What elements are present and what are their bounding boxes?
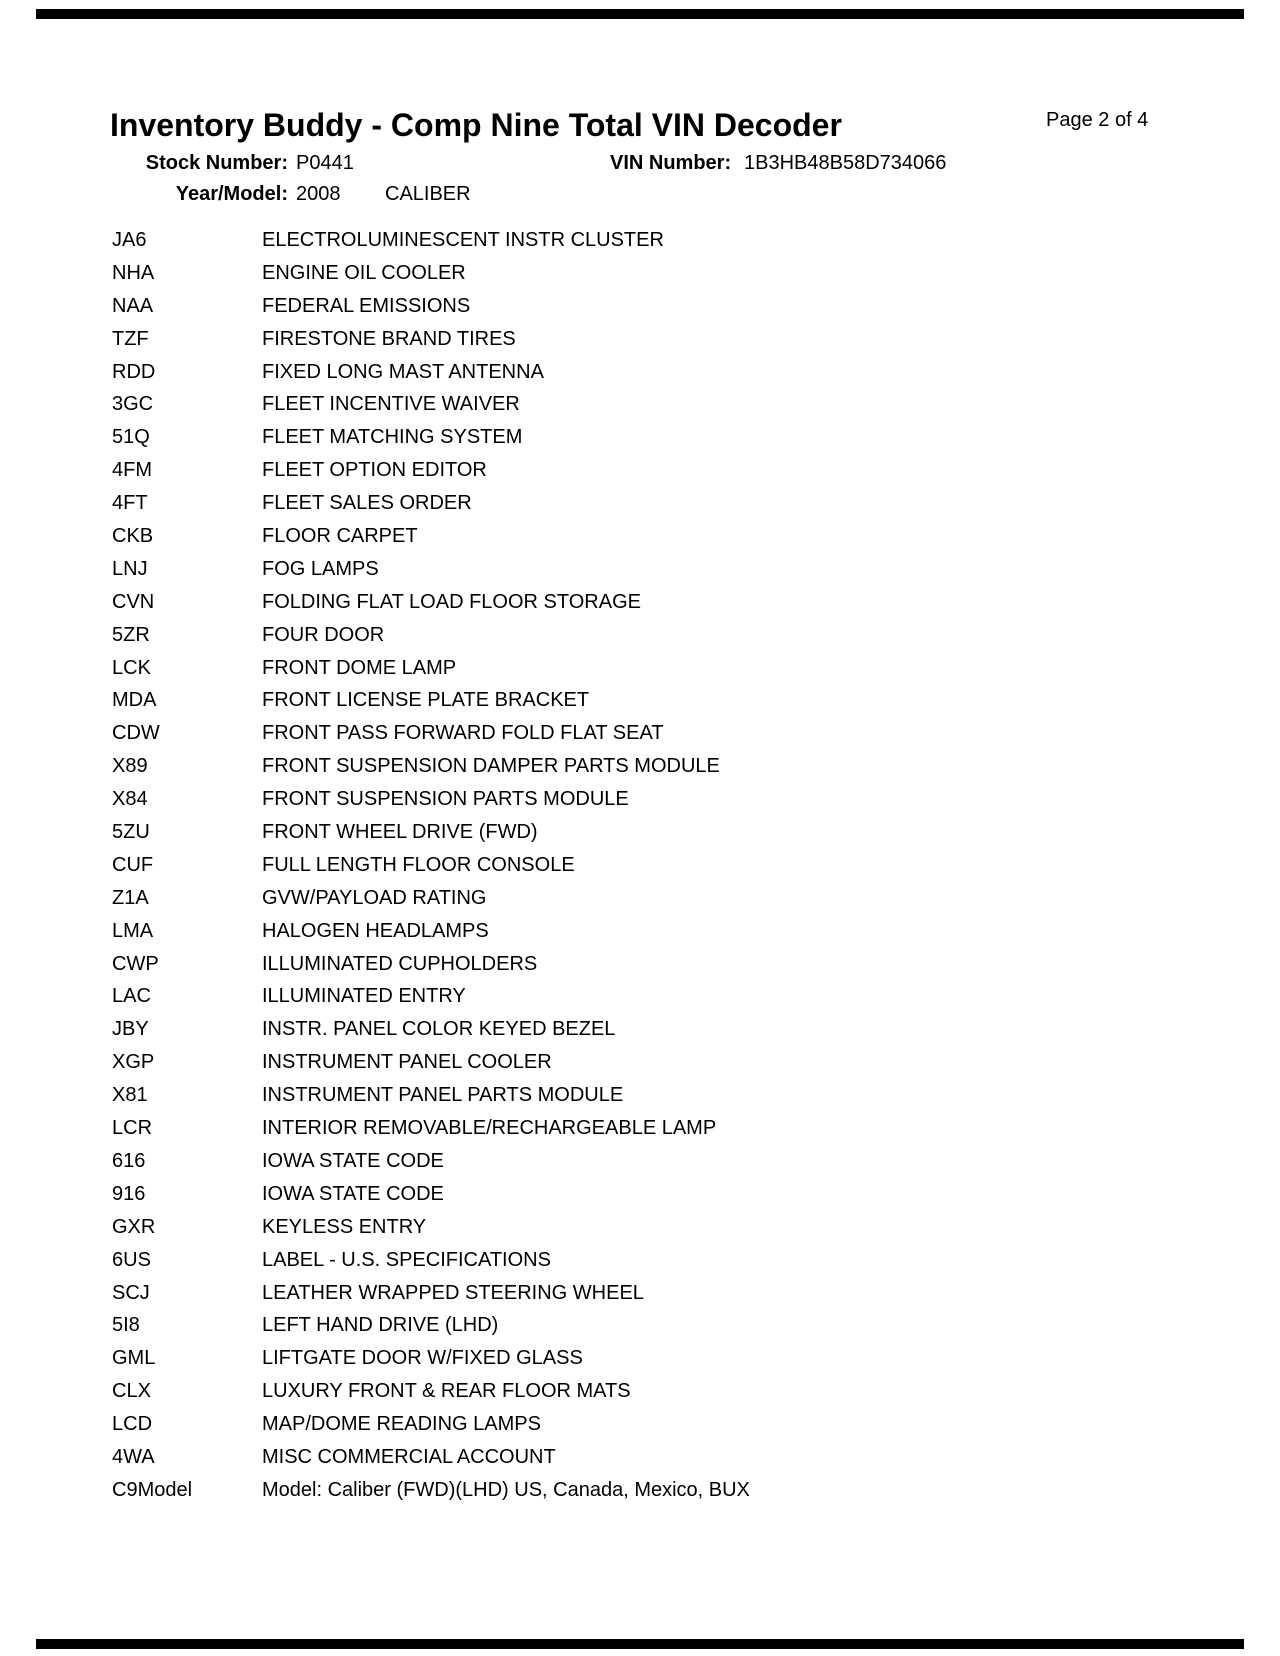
option-code: NHA: [112, 261, 155, 284]
model-value: CALIBER: [385, 183, 471, 205]
option-code: CUF: [112, 853, 154, 876]
option-description: FULL LENGTH FLOOR CONSOLE: [262, 853, 575, 876]
option-code: C9Model: [112, 1478, 193, 1501]
option-code: GXR: [112, 1215, 156, 1238]
option-description: FLOOR CARPET: [262, 525, 418, 548]
option-row: [112, 1445, 1212, 1478]
option-row: [112, 1149, 1212, 1182]
option-description: Model: Caliber (FWD)(LHD) US, Canada, Mexico, BUX: [262, 1478, 750, 1501]
option-code: 5I8: [112, 1314, 140, 1337]
option-row: [112, 491, 1212, 524]
option-description: FOUR DOOR: [262, 623, 385, 646]
options-list: [112, 228, 1212, 1511]
option-description: IOWA STATE CODE: [262, 1149, 444, 1172]
option-description: LABEL - U.S. SPECIFICATIONS: [262, 1248, 551, 1271]
option-description: ILLUMINATED ENTRY: [262, 985, 466, 1008]
option-code: CWP: [112, 952, 159, 975]
option-code: JA6: [112, 229, 147, 251]
option-row: [112, 886, 1212, 919]
page-number-indicator: Page 2 of 4: [1046, 109, 1149, 131]
option-row: [112, 688, 1212, 721]
option-description: LEFT HAND DRIVE (LHD): [262, 1314, 499, 1337]
option-description: GVW/PAYLOAD RATING: [262, 886, 487, 909]
option-description: LUXURY FRONT & REAR FLOOR MATS: [262, 1380, 631, 1403]
option-description: FIRESTONE BRAND TIRES: [262, 327, 516, 350]
option-description: FRONT LICENSE PLATE BRACKET: [262, 689, 590, 712]
option-code: TZF: [112, 327, 149, 350]
option-description: FRONT PASS FORWARD FOLD FLAT SEAT: [262, 722, 664, 745]
option-row: [112, 1412, 1212, 1445]
option-row: [112, 919, 1212, 952]
option-row: [112, 228, 1212, 261]
option-code: LMA: [112, 919, 154, 942]
option-row: [112, 458, 1212, 491]
option-row: [112, 392, 1212, 425]
option-code: 4FM: [112, 459, 152, 482]
option-code: LCR: [112, 1117, 153, 1140]
option-description: ELECTROLUMINESCENT INSTR CLUSTER: [262, 229, 664, 251]
option-description: HALOGEN HEADLAMPS: [262, 919, 489, 942]
option-code: XGP: [112, 1051, 155, 1074]
option-row: [112, 425, 1212, 458]
vin-number-value: 1B3HB48B58D734066: [744, 152, 947, 174]
option-row: [112, 820, 1212, 853]
option-code: Z1A: [112, 886, 149, 909]
option-description: FIXED LONG MAST ANTENNA: [262, 360, 544, 383]
option-row: [112, 524, 1212, 557]
option-description: FRONT WHEEL DRIVE (FWD): [262, 821, 538, 844]
option-code: CKB: [112, 525, 154, 548]
option-description: LEATHER WRAPPED STEERING WHEEL: [262, 1281, 644, 1304]
option-description: FOLDING FLAT LOAD FLOOR STORAGE: [262, 590, 641, 613]
option-description: FOG LAMPS: [262, 557, 379, 580]
option-description: KEYLESS ENTRY: [262, 1215, 427, 1238]
option-code: LCD: [112, 1413, 153, 1436]
option-code: 3GC: [112, 393, 154, 416]
option-code: X89: [112, 755, 148, 778]
option-row: [112, 360, 1212, 393]
option-row: [112, 623, 1212, 656]
option-description: FLEET OPTION EDITOR: [262, 459, 487, 482]
stock-number-label: Stock Number:: [145, 152, 288, 174]
option-row: [112, 1050, 1212, 1083]
option-row: [112, 853, 1212, 886]
top-rule: [36, 9, 1244, 19]
option-row: [112, 1478, 1212, 1511]
option-description: FRONT SUSPENSION DAMPER PARTS MODULE: [262, 755, 720, 778]
option-description: FRONT SUSPENSION PARTS MODULE: [262, 788, 629, 811]
option-code: LAC: [112, 985, 151, 1008]
option-code: X84: [112, 788, 148, 811]
option-row: [112, 294, 1212, 327]
option-description: INTERIOR REMOVABLE/RECHARGEABLE LAMP: [262, 1117, 717, 1140]
option-code: X81: [112, 1084, 148, 1107]
option-row: [112, 261, 1212, 294]
option-row: [112, 952, 1212, 985]
option-code: 616: [112, 1149, 146, 1172]
option-description: FLEET SALES ORDER: [262, 492, 472, 515]
option-row: [112, 1017, 1212, 1050]
option-description: ENGINE OIL COOLER: [262, 261, 466, 284]
option-description: INSTRUMENT PANEL COOLER: [262, 1051, 552, 1074]
stock-number-value: P0441: [296, 152, 354, 174]
option-row: [112, 721, 1212, 754]
page-title: Inventory Buddy - Comp Nine Total VIN Decoder: [110, 107, 842, 143]
option-row: [112, 754, 1212, 787]
option-code: LNJ: [112, 557, 148, 580]
option-code: JBY: [112, 1018, 149, 1041]
option-description: IOWA STATE CODE: [262, 1182, 444, 1205]
option-code: 4FT: [112, 492, 148, 515]
option-code: 916: [112, 1182, 146, 1205]
option-row: [112, 1281, 1212, 1314]
option-row: [112, 984, 1212, 1017]
option-row: [112, 1215, 1212, 1248]
option-code: 5ZU: [112, 821, 150, 844]
option-row: [112, 1116, 1212, 1149]
option-code: CVN: [112, 590, 155, 613]
option-row: [112, 1083, 1212, 1116]
option-description: FLEET MATCHING SYSTEM: [262, 426, 523, 449]
option-code: 6US: [112, 1248, 151, 1271]
option-description: FLEET INCENTIVE WAIVER: [262, 393, 520, 416]
option-row: [112, 1248, 1212, 1281]
option-code: CDW: [112, 722, 160, 745]
option-code: NAA: [112, 294, 154, 317]
option-description: ILLUMINATED CUPHOLDERS: [262, 952, 538, 975]
option-code: 5ZR: [112, 623, 150, 646]
option-row: [112, 1346, 1212, 1379]
option-row: [112, 1379, 1212, 1412]
option-description: FRONT DOME LAMP: [262, 656, 457, 679]
year-model-label: Year/Model:: [175, 183, 288, 205]
option-code: RDD: [112, 360, 156, 383]
option-code: 4WA: [112, 1445, 155, 1468]
bottom-rule: [36, 1639, 1244, 1649]
option-description: MISC COMMERCIAL ACCOUNT: [262, 1445, 556, 1468]
option-row: [112, 1313, 1212, 1346]
option-description: MAP/DOME READING LAMPS: [262, 1413, 541, 1436]
option-code: GML: [112, 1347, 156, 1370]
option-row: [112, 557, 1212, 590]
option-description: LIFTGATE DOOR W/FIXED GLASS: [262, 1347, 583, 1370]
option-row: [112, 656, 1212, 689]
vin-number-label: VIN Number:: [610, 152, 732, 174]
option-row: [112, 590, 1212, 623]
option-description: INSTRUMENT PANEL PARTS MODULE: [262, 1084, 624, 1107]
option-row: [112, 1182, 1212, 1215]
option-code: 51Q: [112, 426, 150, 449]
option-description: FEDERAL EMISSIONS: [262, 294, 471, 317]
option-code: MDA: [112, 689, 157, 712]
option-code: SCJ: [112, 1281, 150, 1304]
option-row: [112, 327, 1212, 360]
option-description: INSTR. PANEL COLOR KEYED BEZEL: [262, 1018, 616, 1041]
year-value: 2008: [296, 183, 341, 205]
option-code: CLX: [112, 1380, 151, 1403]
option-code: LCK: [112, 656, 151, 679]
option-row: [112, 787, 1212, 820]
